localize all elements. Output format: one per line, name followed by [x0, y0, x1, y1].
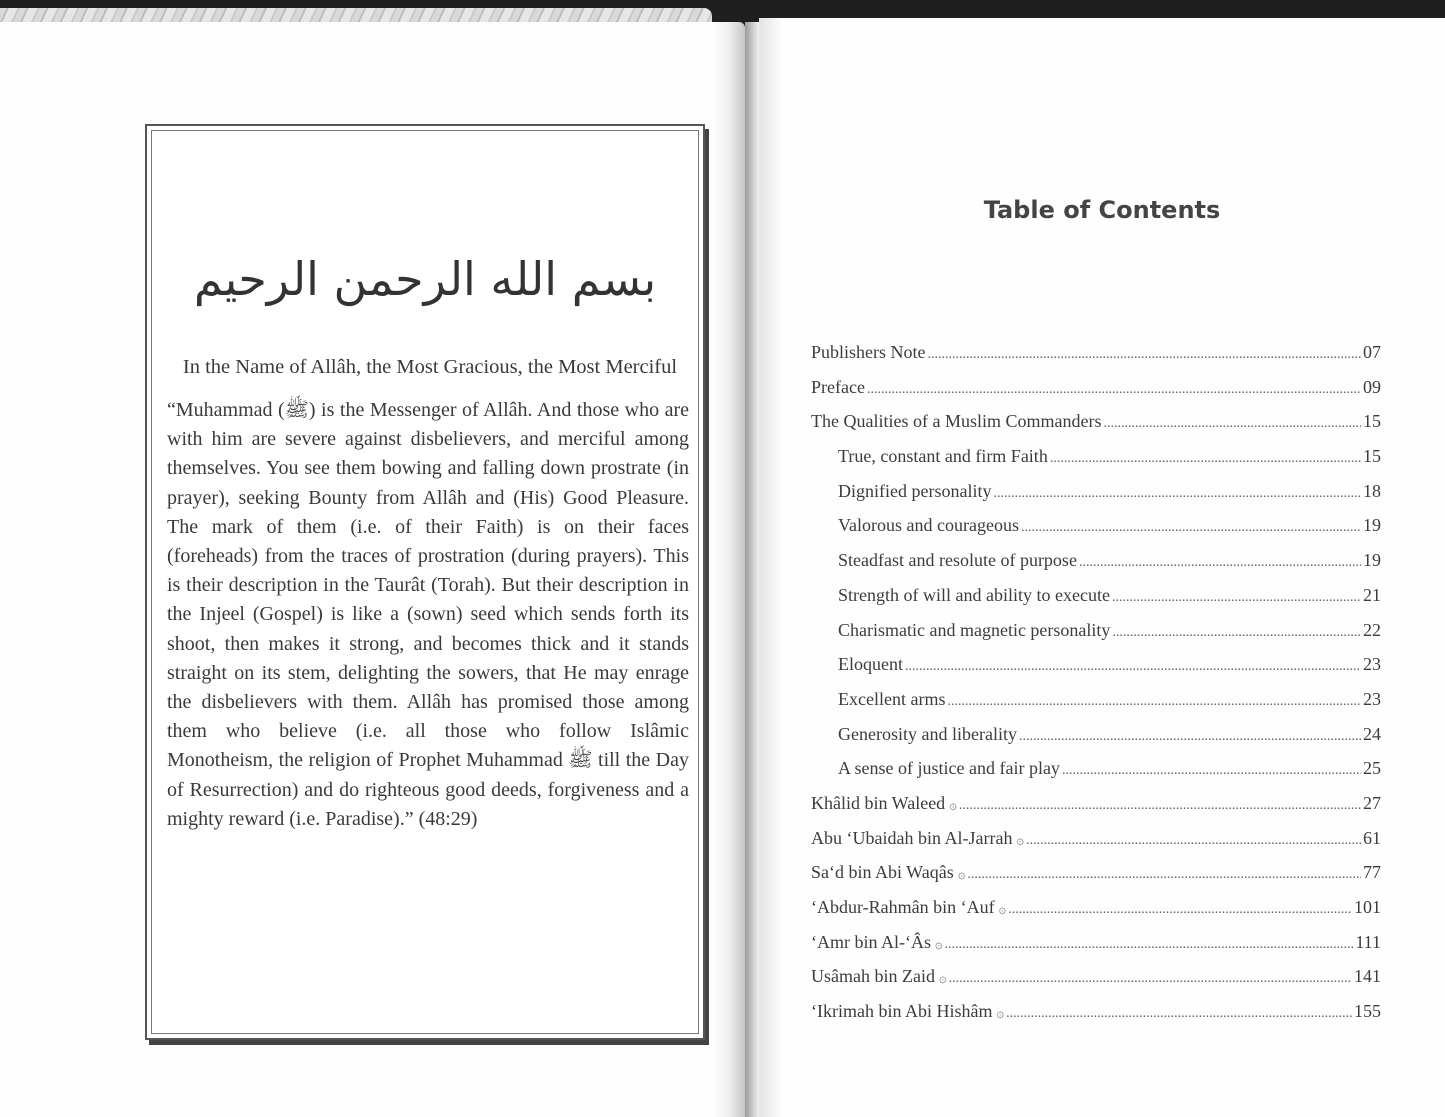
- toc-entry[interactable]: [811, 1001, 1381, 1036]
- toc-entry[interactable]: [811, 342, 1381, 377]
- toc-entry[interactable]: [811, 446, 1381, 481]
- dot-leader: [967, 867, 1361, 883]
- dot-leader: [1008, 902, 1352, 918]
- dot-leader: [1006, 1006, 1352, 1022]
- left-page: [0, 22, 745, 1117]
- toc-page-number: 18: [1363, 480, 1381, 501]
- toc-entry-label: A sense of justice and fair play: [838, 758, 1060, 779]
- toc-page-number: 15: [1363, 411, 1381, 432]
- toc-page-number: 25: [1363, 758, 1381, 779]
- verse-reference: (48:29): [418, 807, 478, 830]
- toc-page-number: 77: [1363, 862, 1381, 883]
- dot-leader: [1026, 833, 1361, 849]
- basmala-calligraphy: بسم الله الرحمن الرحيم: [193, 252, 657, 306]
- toc-entry-label: True, constant and firm Faith: [838, 446, 1048, 467]
- toc-entry[interactable]: [811, 550, 1381, 585]
- toc-page-number: 22: [1363, 619, 1381, 640]
- toc-page-number: 27: [1363, 792, 1381, 813]
- dot-leader: [959, 798, 1361, 814]
- quran-verse: [167, 396, 689, 834]
- toc-page-number: 07: [1363, 342, 1381, 362]
- toc-entry[interactable]: [811, 724, 1381, 759]
- book-gutter: [745, 22, 759, 1117]
- toc-title: Table of Contents: [983, 196, 1221, 224]
- toc-entry[interactable]: [811, 377, 1381, 412]
- toc-page-number: 101: [1354, 897, 1381, 917]
- honorific-icon: ۞: [949, 797, 957, 813]
- toc-entry-label: Eloquent: [838, 654, 903, 675]
- toc-entry-label: Valorous and courageous: [838, 515, 1019, 536]
- toc-entry-label: ‘Amr bin Al-‘Âs: [811, 931, 931, 952]
- dot-leader: [1019, 729, 1361, 745]
- toc-page-number: 24: [1363, 723, 1381, 744]
- honorific-icon: ۞: [1016, 832, 1025, 848]
- toc-page-number: 155: [1354, 1001, 1381, 1022]
- verse-frame: [145, 124, 705, 1040]
- dot-leader: [867, 382, 1361, 398]
- dot-leader: [945, 937, 1354, 953]
- toc-page-number: 23: [1363, 654, 1381, 675]
- bismillah-translation: In the Name of Allâh, the Most Gracious, the Most Merciful: [182, 356, 678, 378]
- toc-entry-label: ‘Ikrimah bin Abi Hishâm: [811, 1001, 993, 1022]
- dot-leader: [993, 486, 1361, 502]
- toc-entry[interactable]: [811, 620, 1381, 655]
- toc-entry-label: Strength of will and ability to execute: [838, 584, 1110, 605]
- dot-leader: [928, 347, 1362, 363]
- toc-page-number: 111: [1355, 931, 1381, 952]
- toc-entry[interactable]: [811, 793, 1381, 828]
- verse-text: “Muhammad (ﷺ) is the Messenger of Allâh. And those who are with him are severe against disbelievers, and merciful among themselves. You see them bowing and falling down prostrate (in prayer), seeking Bounty from Allâh and (His) Good Pleasure. The mark of them (i.e. of their Faith) is on their faces (foreheads) from the traces of prostration (during prayers). This is their description in the Taurât (Torah). But their description in the Injeel (Gospel) is like a (sown) seed which sends forth its shoot, then makes it strong, and becomes thick and it stands straight on its stem, delighting the sowers, that He may enrage the disbelievers with them. Allâh has promised those among them who believe (i.e. all those who follow Islâmic Monotheism, the religion of Prophet Muhammad ﷺ till the Day of Resurrection) and do righteous good deeds, forgiveness and a mighty reward (i.e. Paradise).”: [167, 399, 690, 830]
- toc-entry[interactable]: [811, 758, 1381, 793]
- toc-entry[interactable]: [811, 828, 1381, 863]
- dot-leader: [1021, 520, 1361, 536]
- dot-leader: [1079, 555, 1361, 571]
- toc-entry-label: Khâlid bin Waleed: [811, 792, 946, 813]
- toc-entry[interactable]: [811, 862, 1381, 897]
- toc-entry[interactable]: [811, 932, 1381, 967]
- right-page: [759, 18, 1445, 1117]
- honorific-icon: ۞: [996, 1006, 1005, 1022]
- dot-leader: [1103, 416, 1361, 432]
- toc-entry-label: Sa‘d bin Abi Waqâs: [811, 862, 954, 883]
- honorific-icon: ۞: [935, 936, 943, 952]
- honorific-icon: ۞: [998, 902, 1007, 917]
- table-of-contents: [811, 342, 1381, 1036]
- toc-page-number: 23: [1363, 688, 1381, 709]
- toc-entry-label: Abu ‘Ubaidah bin Al-Jarrah: [811, 827, 1013, 848]
- toc-page-number: 19: [1363, 515, 1381, 536]
- toc-page-number: 19: [1363, 550, 1381, 571]
- toc-page-number: 21: [1363, 584, 1381, 605]
- toc-entry-label: Preface: [811, 376, 865, 397]
- toc-entry-label: The Qualities of a Muslim Commanders: [811, 411, 1102, 432]
- toc-page-number: 15: [1363, 446, 1381, 467]
- honorific-icon: ۞: [938, 971, 947, 987]
- toc-entry[interactable]: [811, 411, 1381, 446]
- toc-page-number: 141: [1354, 966, 1381, 987]
- toc-entry[interactable]: [811, 585, 1381, 620]
- toc-entry[interactable]: [811, 897, 1381, 932]
- toc-entry[interactable]: [811, 966, 1381, 1001]
- dot-leader: [1050, 451, 1361, 467]
- toc-entry-label: Dignified personality: [838, 480, 992, 501]
- toc-entry-label: Charismatic and magnetic personality: [838, 619, 1111, 640]
- toc-entry[interactable]: [811, 515, 1381, 550]
- toc-entry-label: Generosity and liberality: [838, 723, 1017, 744]
- toc-page-number: 09: [1363, 376, 1381, 397]
- toc-entry[interactable]: [811, 689, 1381, 724]
- dot-leader: [949, 971, 1352, 987]
- toc-entry-label: Usâmah bin Zaid: [811, 966, 935, 987]
- dot-leader: [1112, 625, 1361, 641]
- toc-entry[interactable]: [811, 481, 1381, 516]
- toc-entry-label: Excellent arms: [838, 688, 946, 709]
- toc-entry-label: Publishers Note: [811, 342, 926, 362]
- dot-leader: [905, 659, 1361, 675]
- toc-page-number: 61: [1363, 827, 1381, 848]
- dot-leader: [1112, 590, 1361, 606]
- dot-leader: [1062, 763, 1361, 779]
- dot-leader: [947, 694, 1361, 710]
- toc-entry-label: Steadfast and resolute of purpose: [838, 550, 1077, 571]
- honorific-icon: ۞: [957, 867, 966, 883]
- toc-entry-label: ‘Abdur-Rahmân bin ‘Auf: [811, 897, 995, 917]
- toc-entry[interactable]: [811, 654, 1381, 689]
